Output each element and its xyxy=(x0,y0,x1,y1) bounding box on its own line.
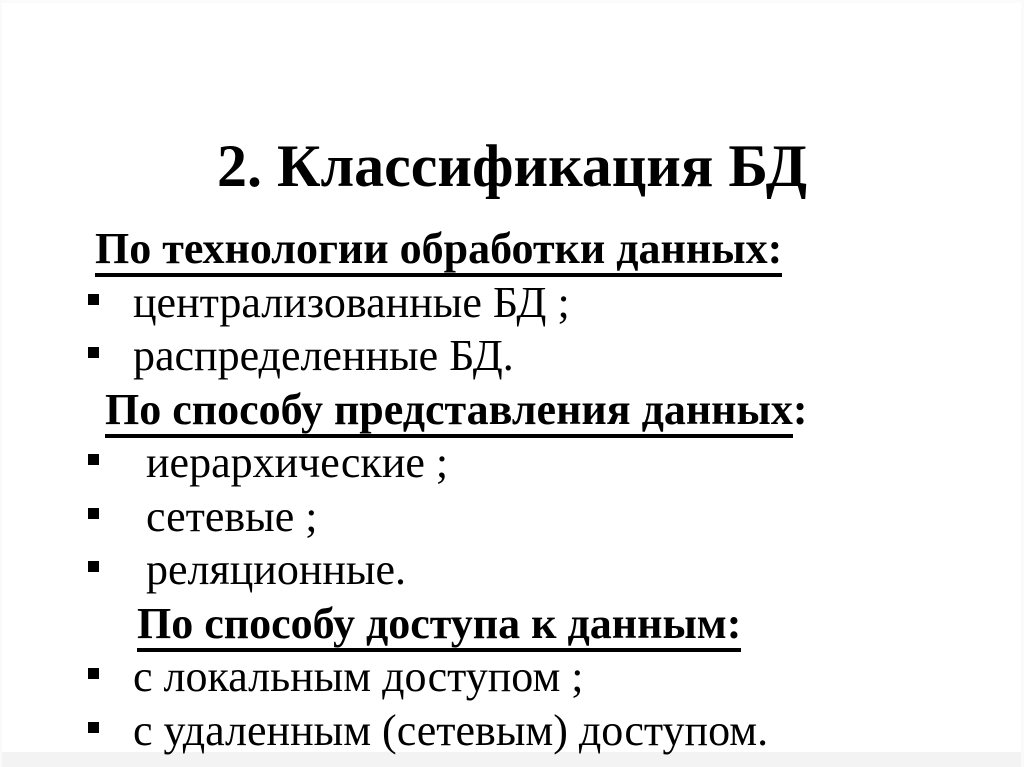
slide-edge-top xyxy=(0,0,1024,3)
bullet-square-icon xyxy=(88,347,99,358)
bullet-square-icon xyxy=(88,722,99,733)
section-heading-data-representation xyxy=(105,383,1024,437)
bullet-square-icon xyxy=(88,561,99,572)
bullet-item-distributed-db xyxy=(0,329,1024,383)
bullet-square-icon xyxy=(88,294,99,305)
section-heading-text: По способу доступа к данным: xyxy=(137,599,741,652)
bullet-item-local-access xyxy=(0,650,1024,704)
bullet-item-label: с удаленным (сетевым) доступом. xyxy=(133,705,769,755)
bullet-item-label: распределенные БД. xyxy=(133,331,514,380)
bullet-item-remote-access xyxy=(0,704,1024,758)
bullet-square-icon xyxy=(88,508,99,519)
bullet-item-label: централизованные БД ; xyxy=(133,277,570,327)
bullet-item-relational xyxy=(0,543,1024,597)
bullet-item-centralized-db xyxy=(0,276,1024,330)
bullet-square-icon xyxy=(88,454,99,465)
bullet-item-network xyxy=(0,490,1024,544)
bullet-square-icon xyxy=(88,668,99,679)
bullet-item-label: реляционные. xyxy=(146,545,407,594)
section-heading-data-access xyxy=(137,597,1024,651)
bullet-item-label: сетевые ; xyxy=(146,491,318,541)
slide-body xyxy=(0,222,1024,757)
section-heading-text: По технологии обработки данных: xyxy=(95,224,782,277)
section-heading-processing-technology xyxy=(95,222,1024,276)
bullet-item-label: с локальным доступом ; xyxy=(133,652,584,701)
section-heading-suffix: : xyxy=(792,384,808,434)
bullet-item-label: иерархические ; xyxy=(146,438,449,487)
section-heading-text: По способу представления данных xyxy=(105,385,793,438)
slide-title: 2. Классификация БД xyxy=(216,133,807,200)
bullet-item-hierarchical xyxy=(0,436,1024,490)
